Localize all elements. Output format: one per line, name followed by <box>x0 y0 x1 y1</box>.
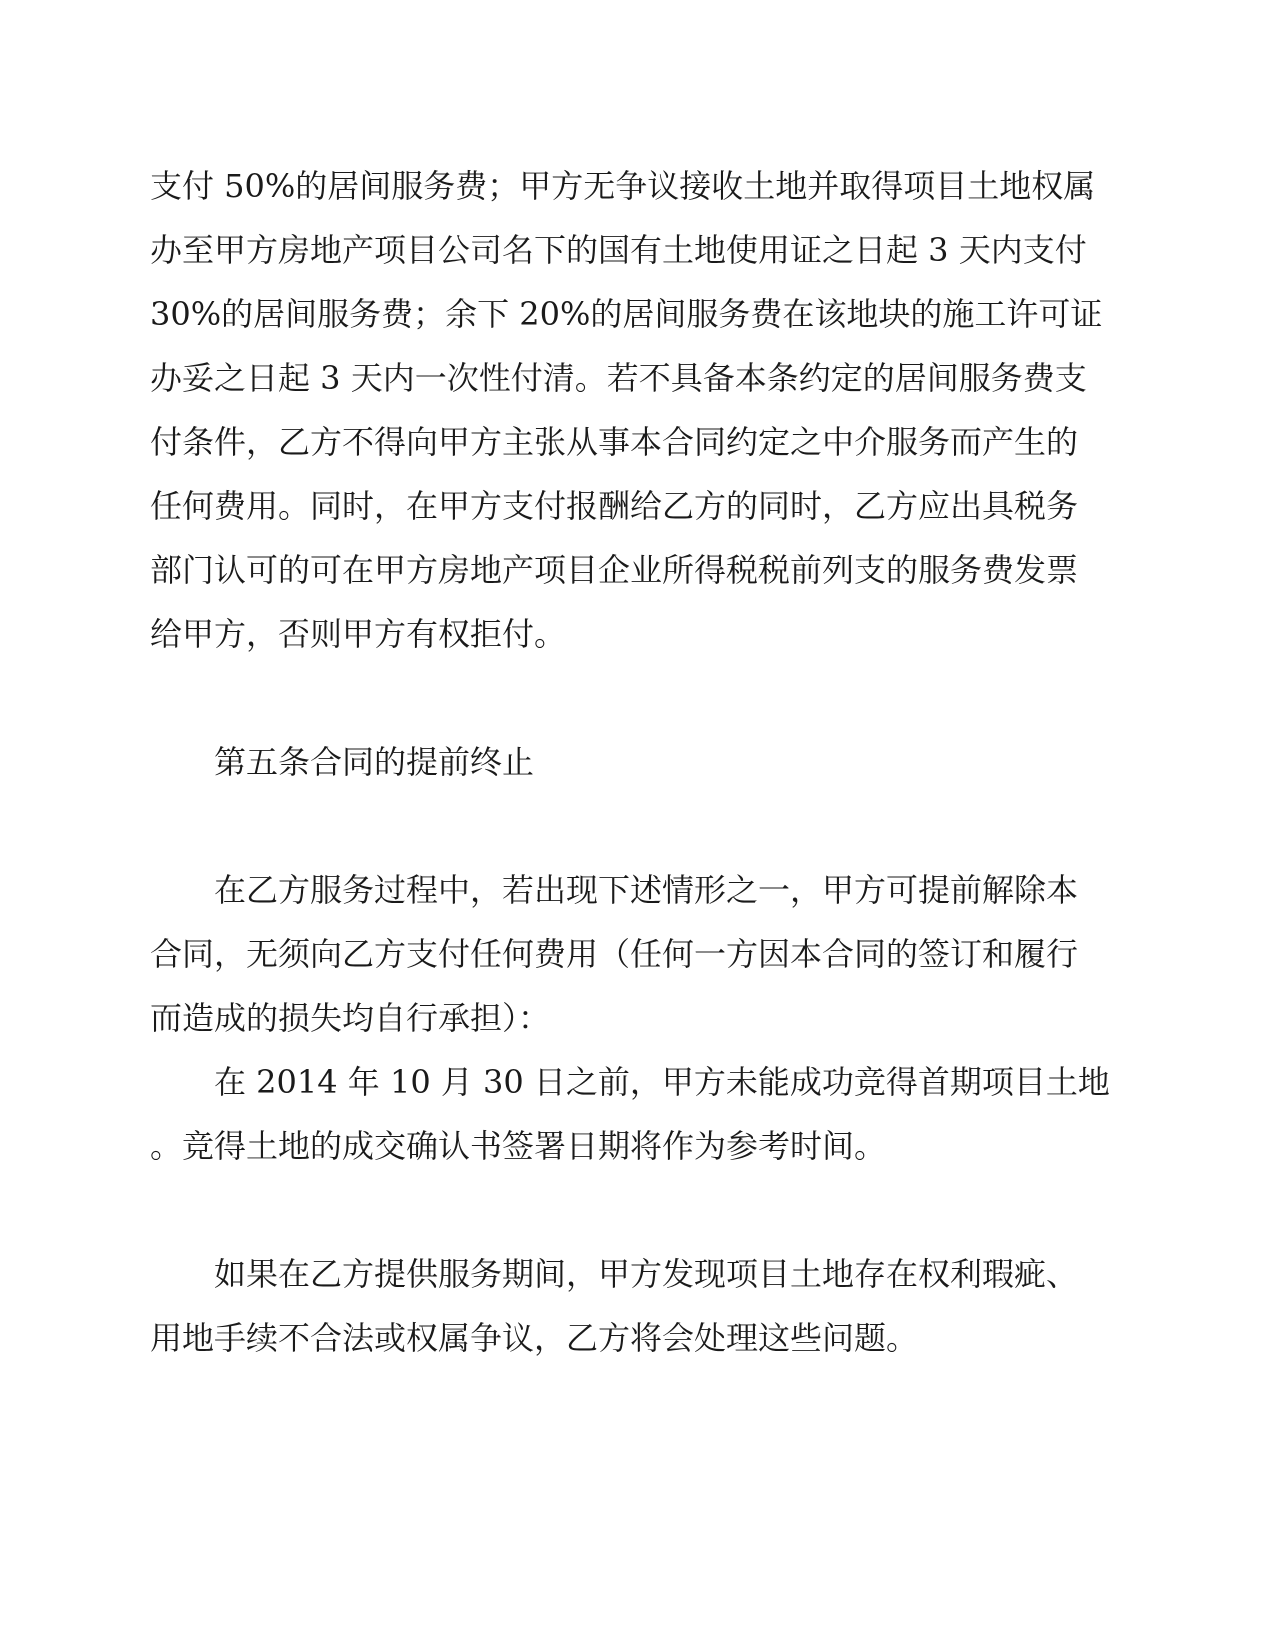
text-line: 在 2014 年 10 月 30 日之前，甲方未能成功竞得首期项目土地 <box>214 1063 1110 1101</box>
text-line: 部门认可的可在甲方房地产项目企业所得税税前列支的服务费发票 <box>150 551 1079 589</box>
text-line: 如果在乙方提供服务期间，甲方发现项目土地存在权利瑕疵、 <box>214 1255 1079 1293</box>
text-line: 用地手续不合法或权属争议，乙方将会处理这些问题。 <box>150 1319 919 1357</box>
text-line: 支付 50%的居间服务费；甲方无争议接收土地并取得项目土地权属 <box>150 167 1096 205</box>
text-line: 而造成的损失均自行承担）： <box>150 999 551 1037</box>
text-line: 。竞得土地的成交确认书签署日期将作为参考时间。 <box>150 1127 887 1165</box>
text-line: 付条件，乙方不得向甲方主张从事本合同约定之中介服务而产生的 <box>150 423 1079 461</box>
text-line: 给甲方，否则甲方有权拒付。 <box>150 615 567 653</box>
text-line: 合同，无须向乙方支付任何费用（任何一方因本合同的签订和履行 <box>150 935 1079 973</box>
text-line: 在乙方服务过程中，若出现下述情形之一，甲方可提前解除本 <box>214 871 1079 909</box>
text-line: 30%的居间服务费；余下 20%的居间服务费在该地块的施工许可证 <box>150 295 1103 333</box>
text-line: 任何费用。同时，在甲方支付报酬给乙方的同时，乙方应出具税务 <box>150 487 1079 525</box>
section-heading: 第五条合同的提前终止 <box>214 743 535 781</box>
text-line: 办妥之日起 3 天内一次性付清。若不具备本条约定的居间服务费支 <box>150 359 1087 397</box>
text-line: 办至甲方房地产项目公司名下的国有土地使用证之日起 3 天内支付 <box>150 231 1087 269</box>
